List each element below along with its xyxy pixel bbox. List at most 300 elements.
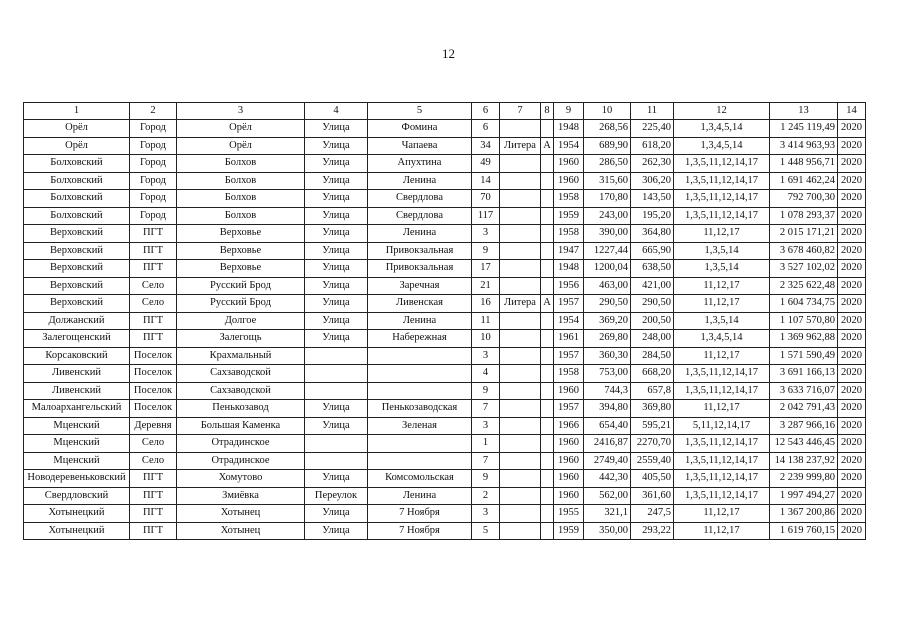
registry-table [23,102,866,540]
column-header-8: 8 [541,103,554,120]
letter-cell [541,120,554,138]
house-number-cell: 11 [472,312,500,330]
living-area-cell: 618,20 [631,137,674,155]
settlement-type-cell: ПГТ [130,242,177,260]
district-cell: Верховский [24,242,130,260]
street-type-cell: Улица [305,330,368,348]
column-header-1: 1 [24,103,130,120]
settlement-type-cell: ПГТ [130,260,177,278]
living-area-cell: 361,60 [631,487,674,505]
street-cell [368,365,472,383]
cost-cell: 3 414 963,93 [770,137,838,155]
plan-year-cell: 2020 [838,137,866,155]
work-types-cell: 1,3,5,11,12,14,17 [674,365,770,383]
total-area-cell: 243,00 [584,207,631,225]
settlement-type-cell: ПГТ [130,522,177,540]
year-cell: 1960 [554,435,584,453]
street-cell: Ленина [368,172,472,190]
year-cell: 1960 [554,487,584,505]
district-cell: Верховский [24,260,130,278]
living-area-cell: 595,21 [631,417,674,435]
living-area-cell: 306,20 [631,172,674,190]
street-cell: Чапаева [368,137,472,155]
total-area-cell: 315,60 [584,172,631,190]
house-number-cell: 10 [472,330,500,348]
letter-cell [541,487,554,505]
house-number-cell: 9 [472,242,500,260]
district-cell: Болховский [24,207,130,225]
letter-cell [541,330,554,348]
district-cell: Верховский [24,277,130,295]
living-area-cell: 143,50 [631,190,674,208]
street-type-cell: Улица [305,137,368,155]
house-number-cell: 3 [472,225,500,243]
street-cell: Ленина [368,312,472,330]
cost-cell: 3 633 716,07 [770,382,838,400]
house-number-cell: 17 [472,260,500,278]
street-cell [368,382,472,400]
house-number-cell: 1 [472,435,500,453]
settlement-type-cell: Город [130,190,177,208]
total-area-cell: 369,20 [584,312,631,330]
letter-label-cell [500,207,541,225]
street-type-cell: Улица [305,470,368,488]
letter-cell [541,470,554,488]
settlement-type-cell: ПГТ [130,505,177,523]
cost-cell: 3 287 966,16 [770,417,838,435]
settlement-cell: Болхов [177,207,305,225]
cost-cell: 792 700,30 [770,190,838,208]
living-area-cell: 657,8 [631,382,674,400]
plan-year-cell: 2020 [838,400,866,418]
table-row [24,417,866,435]
settlement-type-cell: Город [130,120,177,138]
settlement-cell: Отрадинское [177,435,305,453]
year-cell: 1956 [554,277,584,295]
street-cell: Ленина [368,487,472,505]
cost-cell: 1 997 494,27 [770,487,838,505]
cost-cell: 1 107 570,80 [770,312,838,330]
work-types-cell: 1,3,5,11,12,14,17 [674,435,770,453]
letter-cell [541,225,554,243]
letter-cell [541,522,554,540]
district-cell: Корсаковский [24,347,130,365]
house-number-cell: 7 [472,400,500,418]
street-type-cell: Улица [305,295,368,313]
street-cell: Набережная [368,330,472,348]
year-cell: 1955 [554,505,584,523]
street-type-cell [305,347,368,365]
living-area-cell: 421,00 [631,277,674,295]
district-cell: Залегощенский [24,330,130,348]
column-header-2: 2 [130,103,177,120]
letter-cell [541,417,554,435]
house-number-cell: 5 [472,522,500,540]
table-row [24,505,866,523]
total-area-cell: 360,30 [584,347,631,365]
letter-label-cell [500,347,541,365]
plan-year-cell: 2020 [838,242,866,260]
table-row [24,452,866,470]
district-cell: Орёл [24,120,130,138]
cost-cell: 1 078 293,37 [770,207,838,225]
living-area-cell: 2270,70 [631,435,674,453]
plan-year-cell: 2020 [838,330,866,348]
work-types-cell: 1,3,5,11,12,14,17 [674,470,770,488]
letter-label-cell: Литера [500,137,541,155]
year-cell: 1958 [554,190,584,208]
total-area-cell: 463,00 [584,277,631,295]
work-types-cell: 11,12,17 [674,347,770,365]
settlement-cell: Сахзаводской [177,382,305,400]
letter-label-cell [500,365,541,383]
street-cell: Свердлова [368,190,472,208]
column-header-14: 14 [838,103,866,120]
street-cell [368,347,472,365]
district-cell: Болховский [24,190,130,208]
house-number-cell: 34 [472,137,500,155]
settlement-type-cell: Деревня [130,417,177,435]
work-types-cell: 1,3,4,5,14 [674,120,770,138]
district-cell: Мценский [24,452,130,470]
plan-year-cell: 2020 [838,155,866,173]
plan-year-cell: 2020 [838,470,866,488]
district-cell: Новодеревеньковский [24,470,130,488]
street-cell: Пенькозаводская [368,400,472,418]
table-body [24,103,866,540]
letter-label-cell [500,190,541,208]
house-number-cell: 7 [472,452,500,470]
cost-cell: 1 571 590,49 [770,347,838,365]
district-cell: Болховский [24,172,130,190]
year-cell: 1966 [554,417,584,435]
table-row [24,435,866,453]
living-area-cell: 262,30 [631,155,674,173]
district-cell: Верховский [24,225,130,243]
letter-label-cell [500,242,541,260]
table-row [24,382,866,400]
letter-label-cell [500,452,541,470]
letter-label-cell [500,505,541,523]
district-cell: Малоархангельский [24,400,130,418]
plan-year-cell: 2020 [838,505,866,523]
year-cell: 1954 [554,312,584,330]
cost-cell: 14 138 237,92 [770,452,838,470]
letter-cell [541,505,554,523]
letter-label-cell [500,487,541,505]
district-cell: Ливенский [24,382,130,400]
house-number-cell: 4 [472,365,500,383]
year-cell: 1960 [554,382,584,400]
column-header-9: 9 [554,103,584,120]
house-number-cell: 2 [472,487,500,505]
letter-cell [541,347,554,365]
house-number-cell: 9 [472,470,500,488]
street-type-cell [305,382,368,400]
total-area-cell: 268,56 [584,120,631,138]
year-cell: 1960 [554,172,584,190]
total-area-cell: 269,80 [584,330,631,348]
plan-year-cell: 2020 [838,172,866,190]
street-type-cell: Улица [305,242,368,260]
plan-year-cell: 2020 [838,260,866,278]
total-area-cell: 394,80 [584,400,631,418]
letter-cell [541,312,554,330]
plan-year-cell: 2020 [838,347,866,365]
letter-label-cell [500,225,541,243]
plan-year-cell: 2020 [838,190,866,208]
total-area-cell: 744,3 [584,382,631,400]
house-number-cell: 3 [472,347,500,365]
plan-year-cell: 2020 [838,487,866,505]
living-area-cell: 665,90 [631,242,674,260]
letter-label-cell [500,277,541,295]
letter-label-cell [500,155,541,173]
cost-cell: 1 245 119,49 [770,120,838,138]
work-types-cell: 1,3,4,5,14 [674,137,770,155]
street-cell: Ленина [368,225,472,243]
living-area-cell: 247,5 [631,505,674,523]
street-type-cell: Переулок [305,487,368,505]
letter-cell [541,452,554,470]
district-cell: Верховский [24,295,130,313]
total-area-cell: 1227,44 [584,242,631,260]
work-types-cell: 11,12,17 [674,225,770,243]
settlement-cell: Долгое [177,312,305,330]
column-header-12: 12 [674,103,770,120]
table-row [24,312,866,330]
total-area-cell: 321,1 [584,505,631,523]
total-area-cell: 390,00 [584,225,631,243]
settlement-type-cell: Село [130,295,177,313]
plan-year-cell: 2020 [838,435,866,453]
street-cell [368,435,472,453]
cost-cell: 2 239 999,80 [770,470,838,488]
letter-label-cell [500,470,541,488]
living-area-cell: 290,50 [631,295,674,313]
letter-label-cell [500,312,541,330]
year-cell: 1961 [554,330,584,348]
work-types-cell: 1,3,5,14 [674,312,770,330]
settlement-cell: Болхов [177,172,305,190]
street-type-cell: Улица [305,277,368,295]
street-type-cell: Улица [305,120,368,138]
total-area-cell: 562,00 [584,487,631,505]
work-types-cell: 1,3,5,11,12,14,17 [674,190,770,208]
letter-cell [541,190,554,208]
letter-label-cell [500,120,541,138]
settlement-type-cell: Поселок [130,400,177,418]
street-type-cell: Улица [305,522,368,540]
settlement-cell: Залегощь [177,330,305,348]
cost-cell: 2 015 171,21 [770,225,838,243]
year-cell: 1948 [554,120,584,138]
total-area-cell: 286,50 [584,155,631,173]
cost-cell: 3 678 460,82 [770,242,838,260]
letter-label-cell [500,417,541,435]
work-types-cell: 1,3,5,14 [674,260,770,278]
year-cell: 1958 [554,225,584,243]
settlement-cell: Русский Брод [177,295,305,313]
house-number-cell: 49 [472,155,500,173]
plan-year-cell: 2020 [838,382,866,400]
settlement-cell: Болхов [177,155,305,173]
table-row [24,172,866,190]
work-types-cell: 1,3,5,11,12,14,17 [674,172,770,190]
work-types-cell: 1,3,4,5,14 [674,330,770,348]
settlement-type-cell: Город [130,172,177,190]
street-cell: Зеленая [368,417,472,435]
year-cell: 1960 [554,155,584,173]
settlement-cell: Пенькозавод [177,400,305,418]
settlement-type-cell: Село [130,277,177,295]
living-area-cell: 364,80 [631,225,674,243]
letter-label-cell [500,172,541,190]
settlement-cell: Сахзаводской [177,365,305,383]
year-cell: 1957 [554,347,584,365]
street-type-cell: Улица [305,417,368,435]
letter-cell [541,277,554,295]
table-row [24,242,866,260]
table-row [24,295,866,313]
settlement-type-cell: Город [130,207,177,225]
table-row [24,487,866,505]
street-type-cell: Улица [305,155,368,173]
letter-label-cell [500,435,541,453]
street-cell: Привокзальная [368,242,472,260]
total-area-cell: 350,00 [584,522,631,540]
letter-label-cell [500,522,541,540]
cost-cell: 3 691 166,13 [770,365,838,383]
plan-year-cell: 2020 [838,207,866,225]
letter-cell [541,172,554,190]
letter-cell [541,260,554,278]
column-header-3: 3 [177,103,305,120]
settlement-cell: Большая Каменка [177,417,305,435]
settlement-cell: Орёл [177,137,305,155]
table-row [24,260,866,278]
settlement-type-cell: ПГТ [130,225,177,243]
total-area-cell: 442,30 [584,470,631,488]
year-cell: 1947 [554,242,584,260]
street-type-cell [305,452,368,470]
table-row [24,347,866,365]
year-cell: 1960 [554,470,584,488]
year-cell: 1960 [554,452,584,470]
street-type-cell [305,365,368,383]
street-type-cell: Улица [305,312,368,330]
letter-cell [541,365,554,383]
cost-cell: 1 367 200,86 [770,505,838,523]
cost-cell: 1 448 956,71 [770,155,838,173]
street-cell [368,452,472,470]
district-cell: Мценский [24,417,130,435]
living-area-cell: 638,50 [631,260,674,278]
plan-year-cell: 2020 [838,120,866,138]
letter-cell [541,400,554,418]
column-header-6: 6 [472,103,500,120]
year-cell: 1957 [554,295,584,313]
living-area-cell: 293,22 [631,522,674,540]
district-cell: Хотынецкий [24,522,130,540]
work-types-cell: 11,12,17 [674,522,770,540]
plan-year-cell: 2020 [838,277,866,295]
letter-cell: А [541,137,554,155]
plan-year-cell: 2020 [838,295,866,313]
work-types-cell: 1,3,5,11,12,14,17 [674,487,770,505]
district-cell: Болховский [24,155,130,173]
column-header-5: 5 [368,103,472,120]
living-area-cell: 225,40 [631,120,674,138]
street-type-cell: Улица [305,172,368,190]
letter-label-cell [500,260,541,278]
plan-year-cell: 2020 [838,522,866,540]
house-number-cell: 16 [472,295,500,313]
total-area-cell: 290,50 [584,295,631,313]
letter-cell: А [541,295,554,313]
year-cell: 1954 [554,137,584,155]
table-row [24,207,866,225]
living-area-cell: 2559,40 [631,452,674,470]
total-area-cell: 2416,87 [584,435,631,453]
house-number-cell: 117 [472,207,500,225]
street-type-cell: Улица [305,225,368,243]
letter-label-cell [500,400,541,418]
district-cell: Мценский [24,435,130,453]
house-number-cell: 21 [472,277,500,295]
street-cell: Заречная [368,277,472,295]
column-header-13: 13 [770,103,838,120]
settlement-cell: Верховье [177,242,305,260]
settlement-type-cell: Город [130,137,177,155]
settlement-type-cell: Город [130,155,177,173]
living-area-cell: 369,80 [631,400,674,418]
work-types-cell: 1,3,5,11,12,14,17 [674,207,770,225]
table-row [24,330,866,348]
plan-year-cell: 2020 [838,417,866,435]
street-cell: Апухтина [368,155,472,173]
cost-cell: 2 325 622,48 [770,277,838,295]
street-cell: Ливенская [368,295,472,313]
cost-cell: 1 691 462,24 [770,172,838,190]
letter-cell [541,155,554,173]
street-type-cell [305,435,368,453]
year-cell: 1959 [554,522,584,540]
settlement-type-cell: Село [130,452,177,470]
settlement-cell: Болхов [177,190,305,208]
street-type-cell: Улица [305,505,368,523]
settlement-type-cell: ПГТ [130,487,177,505]
cost-cell: 1 369 962,88 [770,330,838,348]
house-number-cell: 70 [472,190,500,208]
letter-label-cell: Литера [500,295,541,313]
letter-cell [541,242,554,260]
work-types-cell: 1,3,5,11,12,14,17 [674,382,770,400]
letter-cell [541,207,554,225]
total-area-cell: 654,40 [584,417,631,435]
street-type-cell: Улица [305,207,368,225]
living-area-cell: 200,50 [631,312,674,330]
plan-year-cell: 2020 [838,225,866,243]
cost-cell: 1 604 734,75 [770,295,838,313]
plan-year-cell: 2020 [838,452,866,470]
district-cell: Ливенский [24,365,130,383]
district-cell: Свердловский [24,487,130,505]
column-header-7: 7 [500,103,541,120]
district-cell: Орёл [24,137,130,155]
house-number-cell: 3 [472,505,500,523]
settlement-cell: Змиёвка [177,487,305,505]
